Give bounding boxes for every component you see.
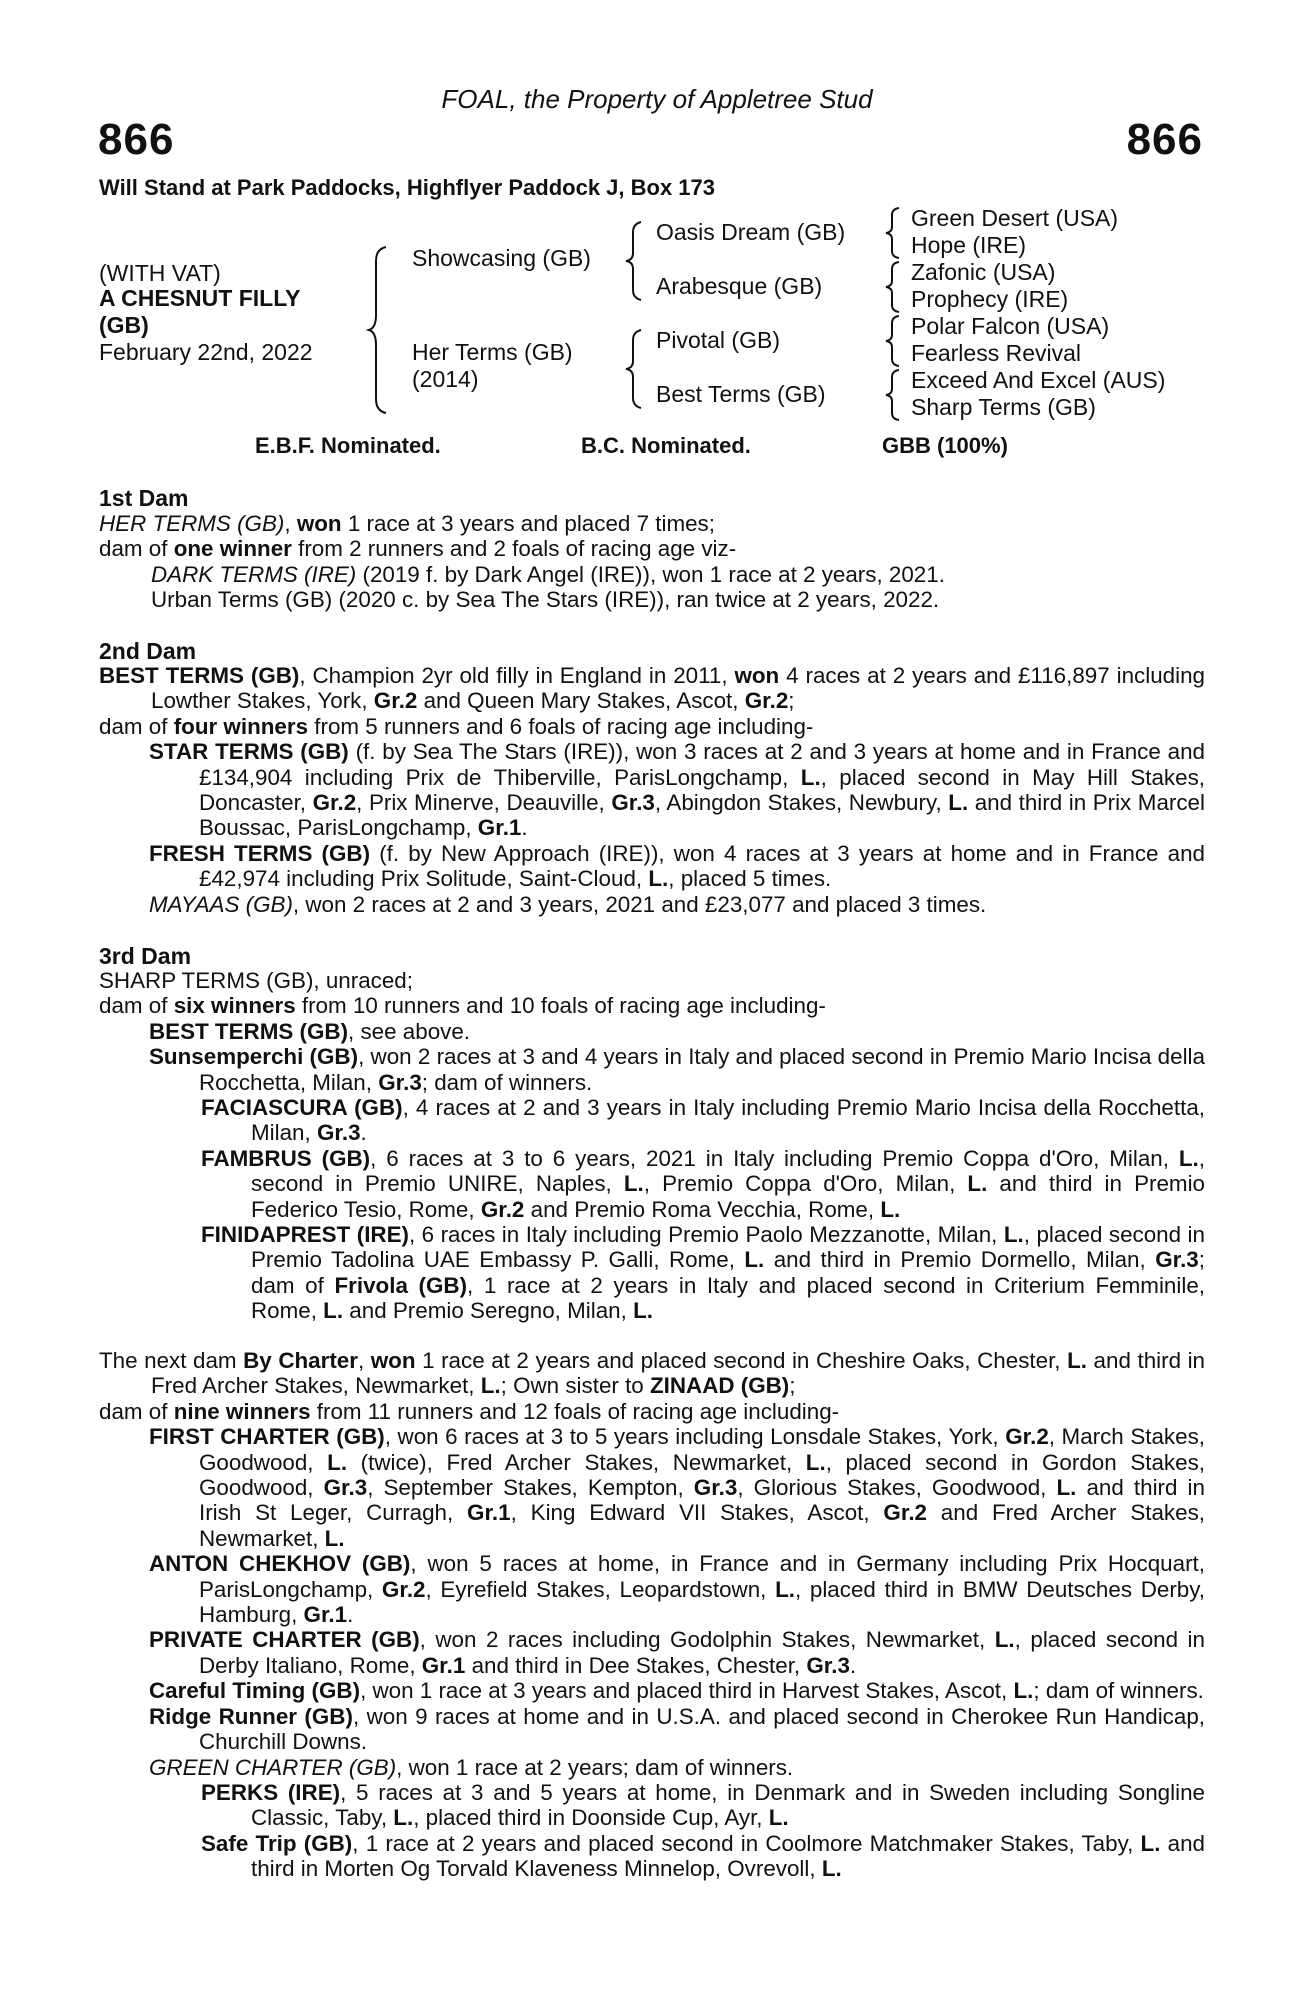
listed: L. [1178,1145,1199,1171]
listed: L. [880,1196,901,1222]
text: (twice), Fred Archer Stakes, Newmarket, [347,1449,806,1475]
text: (f. by Sea The Stars (IRE)), won 3 races at 2 and 3 years at home and in France and £134,904 including Prix de Thiberville, ParisLongchamp, [199,739,1205,790]
produce-entry [99,841,1205,892]
text: from 11 runners and 12 foals of racing age including- [310,1398,840,1424]
text: and third in Prix Marcel Boussac, ParisLongchamp, [199,790,1205,841]
text: ; dam of winners. [1033,1678,1204,1704]
pedigree-brace-dam [625,328,645,410]
listed: L. [1013,1678,1034,1704]
text: 4 races at 2 years and £116,897 including Lowther Stakes, York, [151,663,1205,714]
text: , Prix Minerve, Deauville, [356,790,612,816]
horse-name: Frivola (GB) [334,1272,468,1298]
text: , 6 races at 3 to 6 years, 2021 in Italy including Premio Coppa d'Oro, Milan, [370,1145,1179,1171]
stabling-location: Will Stand at Park Paddocks, Highflyer Paddock J, Box 173 [99,175,715,200]
grade: Gr.2 [312,790,357,816]
listed: L. [1003,1222,1024,1248]
listed: L. [948,790,969,816]
text: . [347,1602,354,1628]
listed: L. [821,1856,842,1882]
text: (f. by New Approach (IRE)), won 4 races at 3 years at home and in France and £42,974 including Prix Solitude, Saint-Cloud, [199,840,1205,892]
text: , 1 race at 2 years and placed second in Coolmore Matchmaker Stakes, Taby, [352,1830,1141,1856]
horse-name: ZINAAD (GB) [649,1373,790,1399]
text: dam of [99,536,174,562]
text: 1 race at 2 years and placed second in Cheshire Oaks, Chester, [415,1348,1068,1373]
text: , [357,1348,371,1373]
listed: L. [393,1805,414,1831]
horse-name: DARK TERMS (IRE) [151,561,357,587]
text: , Champion 2yr old filly in England in 2011, [299,663,735,688]
second-dam-heading: 2nd Dam [99,638,197,664]
foal-description-country: (GB) [99,312,149,338]
bc-nomination: B.C. Nominated. [581,433,751,458]
pedigree-dam-sire: Pivotal (GB) [656,327,780,353]
third-dam-section [99,968,1205,1324]
pedigree-sire: Showcasing (GB) [412,245,591,271]
text: , 6 races in Italy including Premio Paolo Mezzanotte, Milan, [408,1222,1004,1248]
text: , won 2 races at 2 and 3 years, 2021 and £23,077 and placed 3 times. [292,891,987,917]
text: and third in Premio Dormello, Milan, [764,1247,1156,1273]
horse-name: FACIASCURA (GB) [201,1095,403,1121]
text: and Queen Mary Stakes, Ascot, [417,688,745,714]
listed: L. [800,764,821,790]
pedigree-brace-g4 [885,368,903,422]
horse-name: MAYAAS (GB) [149,891,293,917]
winner-count: one winner [173,536,292,562]
second-dam-section [99,663,1205,917]
pedigree-brace-g3 [885,314,903,368]
horse-name: By Charter [243,1348,358,1373]
produce-entry [99,1019,1205,1044]
produce-entry [99,1551,1205,1627]
text: , won 5 races at home, in France and in Germany including Prix Hocquart, ParisLongchamp, [199,1551,1205,1602]
horse-name: PERKS (IRE) [201,1779,341,1805]
produce-entry [99,1831,1205,1882]
grade: Gr.2 [381,1576,426,1602]
grade: Gr.3 [316,1120,361,1146]
winner-count: six winners [173,993,296,1019]
text: from 10 runners and 10 foals of racing age including- [295,993,826,1019]
vat-status: (WITH VAT) [99,260,221,286]
text: from 5 runners and 6 foals of racing age including- [308,713,814,739]
text: ; [789,1373,796,1399]
horse-name: FINIDAPREST (IRE) [201,1222,409,1248]
text: , September Stakes, Kempton, [367,1475,694,1501]
foaling-date: February 22nd, 2022 [99,339,313,365]
text: , won 2 races at 3 and 4 years in Italy and placed second in Premio Mario Incisa della Rocchetta, Milan, [199,1044,1205,1095]
text: dam of [99,1398,174,1424]
pedigree-gen3-2: Hope (IRE) [911,232,1027,258]
horse-name: Safe Trip (GB) [201,1830,353,1856]
horse-name: Sunsemperchi (GB) [149,1044,359,1070]
grade: Gr.1 [303,1602,348,1628]
text: ; dam of winners. [421,1069,593,1095]
listed: L. [805,1449,826,1475]
pedigree-gen3-4: Prophecy (IRE) [911,286,1069,312]
listed: L. [327,1449,348,1475]
grade: Gr.1 [477,815,522,841]
grade: Gr.2 [883,1500,927,1526]
text: , Premio Coppa d'Oro, Milan, [643,1171,968,1197]
horse-name: FAMBRUS (GB) [201,1145,371,1171]
pedigree-brace-foal [368,245,390,415]
text: , placed second in Derby Italiano, Rome, [199,1627,1205,1678]
foal-description: A CHESNUT FILLY [99,285,301,311]
text: . [521,815,528,841]
grade: Gr.3 [693,1475,738,1501]
pedigree-gen3-1: Green Desert (USA) [911,205,1119,231]
pedigree-dam-year: (2014) [412,366,479,392]
produce-entry [99,892,1205,917]
horse-name: ANTON CHEKHOV (GB) [149,1551,411,1577]
listed: L. [623,1171,644,1197]
text: The next dam [99,1348,244,1373]
text: , March Stakes, Goodwood, [199,1424,1205,1475]
grade: Gr.2 [1005,1424,1049,1450]
dam-record [99,1348,1205,1399]
text: . [360,1120,367,1146]
text: , won 2 races including Godolphin Stakes, Newmarket, [419,1627,995,1653]
lot-number-right: 866 [1126,115,1203,164]
text: and Fred Archer Stakes, Newmarket, [199,1500,1205,1551]
text: , placed second in Gordon Stakes, Goodwood, [199,1449,1205,1501]
text: . [849,1652,857,1678]
grade: Gr.3 [323,1475,368,1501]
produce-summary [99,714,1205,739]
produce-entry [99,1424,1205,1551]
horse-name: PRIVATE CHARTER (GB) [149,1627,420,1653]
text: and third in Morten Og Torvald Klaveness Minnelop, Ovrevoll, [251,1830,1205,1882]
listed: L. [1067,1348,1087,1373]
grade: Gr.3 [1155,1247,1199,1273]
text: , King Edward VII Stakes, Ascot, [510,1500,884,1526]
listed: L. [768,1805,789,1831]
produce-entry [99,1222,1205,1324]
produce-summary [99,993,1205,1018]
listed: L. [1056,1475,1077,1501]
horse-name: GREEN CHARTER (GB) [149,1754,397,1780]
text: , 4 races at 2 and 3 years in Italy including Premio Mario Incisa della Rocchetta, Milan, [251,1095,1205,1146]
text: , placed second in May Hill Stakes, Doncaster, [199,764,1205,816]
produce-entry [99,1146,1205,1222]
text: and third in Premio Federico Tesio, Rome, [251,1171,1205,1222]
pedigree-brace-g1 [885,206,903,260]
winner-count: four winners [173,713,309,739]
grade: Gr.1 [467,1500,511,1526]
pedigree-dam-dam: Best Terms (GB) [656,381,826,407]
horse-name: BEST TERMS (GB) [99,663,300,688]
text: and Premio Roma Vecchia, Rome, [524,1196,881,1222]
horse-name: STAR TERMS (GB) [149,739,349,765]
horse-name: Ridge Runner (GB) [149,1703,353,1729]
won-label: won [734,663,780,688]
listed: L. [994,1627,1015,1653]
text: , won 9 races at home and in U.S.A. and placed second in Cherokee Run Handicap, Churchill Downs. [199,1703,1205,1755]
dam-record: SHARP TERMS (GB), unraced; [99,968,413,993]
text: and third in Fred Archer Stakes, Newmarket, [151,1348,1206,1399]
grade: Gr.1 [421,1652,466,1678]
third-dam-heading: 3rd Dam [99,943,192,969]
catalogue-subtitle: FOAL, the Property of Appletree Stud [441,84,873,114]
produce-entry [99,1678,1205,1703]
horse-name: HER TERMS (GB) [99,511,285,536]
text: , won 6 races at 3 to 5 years including Lonsdale Stakes, York, [384,1424,1006,1450]
won-label: won [296,511,342,536]
produce-entry [99,1755,1205,1780]
produce-entry [99,739,1205,841]
first-dam-line [99,511,1205,536]
listed: L. [744,1247,765,1273]
first-dam-heading: 1st Dam [99,485,189,511]
text: , Abingdon Stakes, Newbury, [654,790,949,816]
produce-summary [99,536,1205,561]
horse-name: FRESH TERMS (GB) [149,840,371,866]
dam-record [99,663,1205,714]
pedigree-sire-sire: Oasis Dream (GB) [656,219,846,245]
text: (2019 f. by Dark Angel (IRE)), won 1 race at 2 years, 2021. [356,561,945,587]
text: , placed third in BMW Deutsches Derby, Hamburg, [199,1576,1205,1628]
produce-entry [99,1780,1205,1831]
grade: Gr.2 [480,1196,525,1222]
text: , [284,511,297,536]
produce-summary [99,1399,1205,1424]
text: , see above. [348,1018,471,1044]
text: dam of [99,993,174,1019]
pedigree-gen3-7: Exceed And Excel (AUS) [911,367,1166,393]
lot-number-left: 866 [98,115,175,164]
text: , won 1 race at 3 years and placed third in Harvest Stakes, Ascot, [360,1678,1014,1704]
listed: L. [1140,1830,1161,1856]
listed: L. [967,1171,988,1197]
pedigree-sire-dam: Arabesque (GB) [656,273,823,299]
grade: Gr.3 [611,790,655,816]
horse-name: FIRST CHARTER (GB) [149,1424,385,1450]
listed: L. [633,1298,653,1324]
text: ; [788,688,795,714]
grade: Gr.3 [378,1069,422,1095]
won-label: won [370,1348,416,1373]
text: from 2 runners and 2 foals of racing age viz- [291,536,737,562]
next-dam-section [99,1348,1205,1882]
pedigree-dam: Her Terms (GB) [412,339,573,365]
text: , placed third in Doonside Cup, Ayr, [413,1805,769,1831]
produce-entry [99,1704,1205,1755]
text: , placed second in Premio Tadolina UAE Embassy P. Galli, Rome, [251,1222,1205,1273]
grade: Gr.3 [806,1652,850,1678]
text: , second in Premio UNIRE, Naples, [251,1145,1205,1197]
text: , 5 races at 3 and 5 years at home, in Denmark and in Sweden including Songline Classic, Taby, [251,1779,1205,1831]
pedigree-gen3-6: Fearless Revival [911,340,1081,366]
produce-entry [99,1627,1205,1678]
listed: L. [648,866,669,892]
listed: L. [480,1373,501,1399]
listed: L. [324,1525,345,1551]
text: and third in Irish St Leger, Curragh, [199,1475,1205,1526]
grade: Gr.2 [373,688,418,714]
text: , 1 race at 2 years in Italy and placed second in Criterium Femminile, Rome, [251,1272,1205,1324]
text: 1 race at 3 years and placed 7 times; [341,511,715,536]
pedigree-gen3-3: Zafonic (USA) [911,259,1056,285]
pedigree-gen3-5: Polar Falcon (USA) [911,313,1110,339]
produce-entry [99,1095,1205,1146]
text: , placed 5 times. [668,866,832,892]
listed: L. [323,1298,344,1324]
horse-name: BEST TERMS (GB) [149,1018,349,1044]
horse-name: Careful Timing (GB) [149,1678,361,1704]
text: and third in Dee Stakes, Chester, [465,1652,807,1678]
text: , Eyrefield Stakes, Leopardstown, [425,1576,776,1602]
text: and Premio Seregno, Milan, [343,1298,634,1324]
produce-entry: Urban Terms (GB) (2020 c. by Sea The Stars (IRE)), ran twice at 2 years, 2022. [151,587,940,613]
produce-entry [99,1044,1205,1095]
produce-entry [99,562,1205,587]
pedigree-gen3-8: Sharp Terms (GB) [911,394,1096,420]
text: ; Own sister to [500,1373,650,1399]
first-dam-section [99,511,1205,613]
text: dam of [99,713,174,739]
pedigree-brace-sire [625,220,645,302]
text: , won 1 race at 2 years; dam of winners. [396,1754,794,1780]
grade: Gr.2 [744,688,789,714]
winner-count: nine winners [173,1398,311,1424]
ebf-nomination: E.B.F. Nominated. [255,433,441,458]
text: ; dam of [251,1247,1205,1298]
text: , Glorious Stakes, Goodwood, [737,1475,1057,1501]
gbb-status: GBB (100%) [882,433,1008,458]
listed: L. [775,1576,795,1602]
pedigree-brace-g2 [885,260,903,314]
